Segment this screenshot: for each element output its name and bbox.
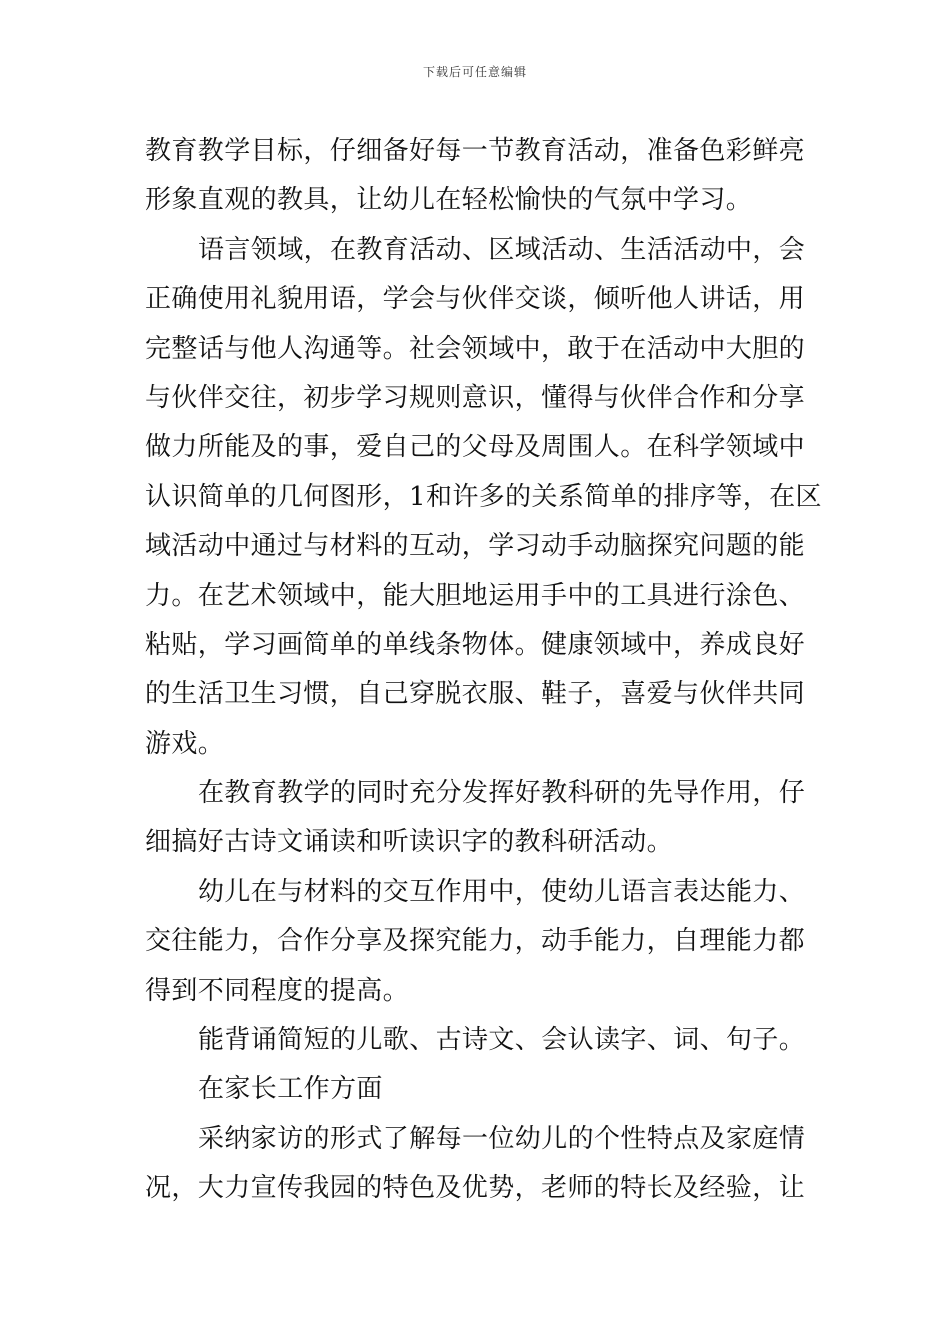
text-line: 能背诵简短的儿歌、古诗文、会认读字、词、句子。 xyxy=(198,1025,806,1056)
text-line: 游戏。 xyxy=(145,728,225,759)
text-line: 域活动中通过与材料的互动，学习动手动脑探究问题的能 xyxy=(145,531,806,562)
text-line: 粘贴，学习画简单的单线条物体。健康领域中，养成良好 xyxy=(145,629,806,660)
text-line: 细搞好古诗文诵读和听读识字的教科研活动。 xyxy=(145,827,674,858)
text-line: 认识简单的几何图形，1和许多的关系简单的排序等，在区 xyxy=(145,481,822,512)
text-line: 完整话与他人沟通等。社会领域中，敢于在活动中大胆的 xyxy=(145,333,806,364)
text-line: 正确使用礼貌用语，学会与伙伴交谈，倾听他人讲话，用 xyxy=(145,284,806,315)
text-line: 在家长工作方面 xyxy=(198,1074,383,1105)
text-line: 交往能力，合作分享及探究能力，动手能力，自理能力都 xyxy=(145,926,806,957)
text-line: 力。在艺术领域中，能大胆地运用手中的工具进行涂色、 xyxy=(145,580,806,611)
document-body xyxy=(145,127,822,1214)
text-line: 语言领域，在教育活动、区域活动、生活活动中，会 xyxy=(198,234,806,265)
text-line: 在教育教学的同时充分发挥好教科研的先导作用，仔 xyxy=(198,778,806,809)
text-line: 幼儿在与材料的交互作用中，使幼儿语言表达能力、 xyxy=(198,876,806,907)
text-line: 做力所能及的事，爱自己的父母及周围人。在科学领域中 xyxy=(145,432,806,463)
text-line: 况，大力宣传我园的特色及优势，老师的特长及经验，让 xyxy=(145,1173,806,1204)
text-line: 教育教学目标，仔细备好每一节教育活动，准备色彩鲜亮 xyxy=(145,136,806,166)
text-line: 形象直观的教具，让幼儿在轻松愉快的气氛中学习。 xyxy=(145,185,753,216)
text-line: 的生活卫生习惯，自己穿脱衣服、鞋子，喜爱与伙伴共同 xyxy=(145,679,806,710)
page-header: 下载后可任意编辑 xyxy=(422,65,527,79)
text-line: 与伙伴交往，初步学习规则意识，懂得与伙伴合作和分享 xyxy=(145,382,806,413)
text-line: 采纳家访的形式了解每一位幼儿的个性特点及家庭情 xyxy=(198,1123,806,1154)
text-line: 得到不同程度的提高。 xyxy=(145,975,410,1006)
